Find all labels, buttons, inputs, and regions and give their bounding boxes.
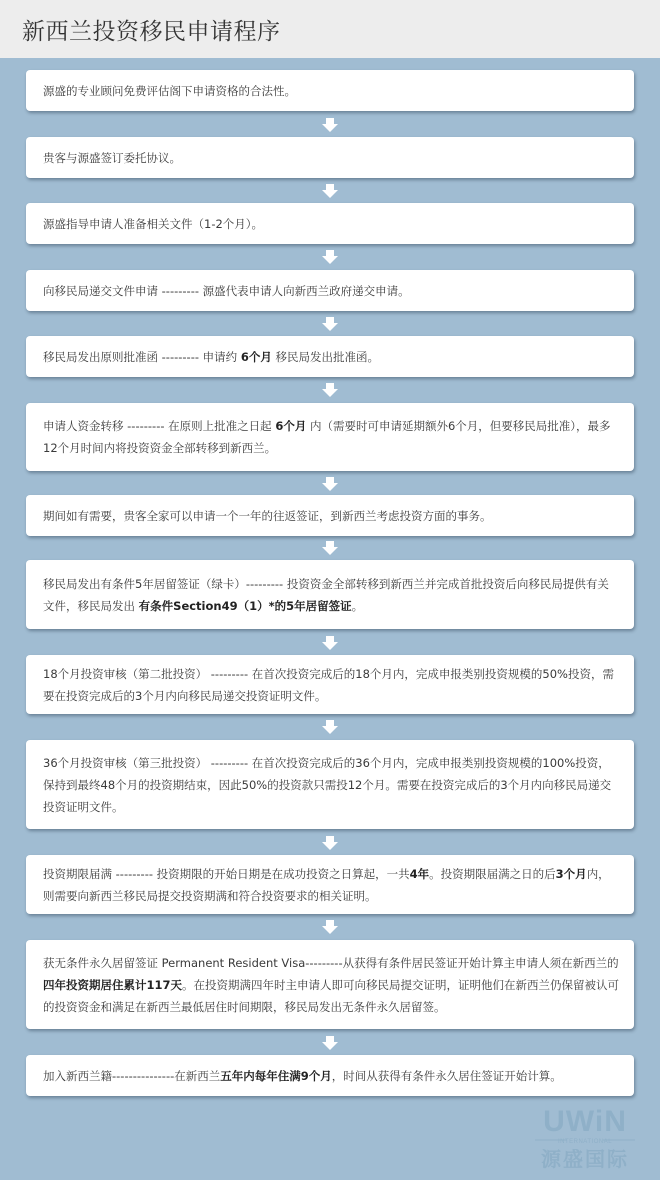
step-text-segment: 内（需要时可申请延期额外6个月，但要移民局批准），最多12个月时间内将投资资金全部转移到新西兰。 <box>43 419 611 455</box>
step-box <box>26 1055 634 1096</box>
step-text-emphasis: 五年内每年住满9个月 <box>220 1068 332 1083</box>
down-arrow-icon <box>322 1036 338 1050</box>
step-text <box>43 80 296 102</box>
step-text <box>43 1065 562 1087</box>
step-text-emphasis: 6个月 <box>240 349 272 364</box>
step-text <box>43 952 620 1018</box>
down-arrow-icon <box>322 184 338 198</box>
step-text <box>43 573 620 617</box>
logo-brand: UWiN <box>543 1105 627 1138</box>
step-text-segment: 获无条件永久居留签证 Permanent Resident Visa---------从获得有条件居民签证开始计算主申请人须在新西兰的 <box>43 955 619 970</box>
step-text-segment: 移民局发出有条件5年居留签证（绿卡）--------- 投资资金全部转移到新西兰并完成首批投资后向移民局提供有关文件，移民局发出 <box>43 576 609 613</box>
step-box <box>26 495 634 536</box>
step-box <box>26 855 634 914</box>
step-box <box>26 203 634 244</box>
step-text-segment: 贵客与源盛签订委托协议。 <box>43 150 181 165</box>
down-arrow-icon <box>322 836 338 850</box>
step-text <box>43 863 620 907</box>
step-text-emphasis: 有条件Section49（1）*的5年居留签证 <box>138 598 352 613</box>
step-box <box>26 655 634 714</box>
step-text-segment: 移民局发出批准函。 <box>271 349 379 364</box>
step-box <box>26 137 634 178</box>
down-arrow-icon <box>322 636 338 650</box>
step-text-segment: 加入新西兰籍---------------在新西兰 <box>43 1068 221 1083</box>
down-arrow-icon <box>322 477 338 491</box>
down-arrow-icon <box>322 541 338 555</box>
header-bar <box>0 0 660 58</box>
down-arrow-icon <box>322 118 338 132</box>
step-text <box>43 663 620 707</box>
step-text-segment: 。 <box>351 598 364 613</box>
step-box <box>26 740 634 829</box>
logo-cn: 源盛国际 <box>541 1147 629 1170</box>
step-text <box>43 280 410 302</box>
page-title: 新西兰投资移民申请程序 <box>22 19 281 45</box>
step-text <box>43 752 620 818</box>
step-text-segment: 投资期限届满 --------- 投资期限的开始日期是在成功投资之日算起，一共 <box>43 866 410 881</box>
down-arrow-icon <box>322 720 338 734</box>
step-text-segment: ，时间从获得有条件永久居住签证开始计算。 <box>331 1068 562 1083</box>
step-text-segment: 期间如有需要，贵客全家可以申请一个一年的往返签证，到新西兰考虑投资方面的事务。 <box>43 508 492 523</box>
step-box <box>26 70 634 111</box>
step-text-segment: 移民局发出原则批准函 --------- 申请约 <box>43 349 241 364</box>
step-box <box>26 403 634 471</box>
step-text-segment: 。在投资期满四年时主申请人即可向移民局提交证明，证明他们在新西兰仍保留被认可的投资资金和满足在新西兰最低居住时间期限，移民局发出无条件永久居留签。 <box>43 977 620 1014</box>
step-text-segment: 申请人资金转移 --------- 在原则上批准之日起 <box>43 419 276 433</box>
step-text <box>43 346 379 368</box>
step-text <box>43 147 181 169</box>
step-text-segment: 向移民局递交文件申请 --------- 源盛代表申请人向新西兰政府递交申请。 <box>43 283 410 298</box>
step-text-segment: 18个月投资审核（第二批投资） --------- 在首次投资完成后的18个月内，完成申报类别投资规模的50%投资，需要在投资完成后的3个月内向移民局递交投资证明文件。 <box>43 666 614 703</box>
step-text <box>43 213 263 235</box>
step-box <box>26 270 634 311</box>
step-text-segment: 36个月投资审核（第三批投资） --------- 在首次投资完成后的36个月内，完成申报类别投资规模的100%投资，保持到最终48个月的投资期结束，因此50%的投资款只需投12个月。需要在投资完成后的3个月内向移民局递交投资证明文件。 <box>43 755 612 814</box>
down-arrow-icon <box>322 920 338 934</box>
step-text <box>43 415 620 459</box>
step-text-emphasis: 3个月 <box>555 866 587 881</box>
step-text-segment: 。投资期限届满之日的后 <box>429 866 556 881</box>
step-box <box>26 560 634 629</box>
step-text <box>43 505 492 527</box>
uwin-logo <box>533 1104 637 1170</box>
down-arrow-icon <box>322 317 338 331</box>
step-text-emphasis: 6个月 <box>275 419 307 433</box>
step-box <box>26 336 634 377</box>
step-text-emphasis: 四年投资期居住累计117天 <box>43 977 183 992</box>
step-text-segment: 源盛指导申请人准备相关文件（1-2个月）。 <box>43 216 264 231</box>
down-arrow-icon <box>322 250 338 264</box>
step-text-emphasis: 4年 <box>409 866 430 881</box>
step-text-segment: 内，则需要向新西兰移民局提交投资期满和符合投资要求的相关证明。 <box>43 866 610 903</box>
step-text-segment: 源盛的专业顾问免费评估阁下申请资格的合法性。 <box>43 83 296 98</box>
logo-sub: INTERNATIONAL <box>557 1139 613 1145</box>
down-arrow-icon <box>322 383 338 397</box>
step-box <box>26 940 634 1029</box>
